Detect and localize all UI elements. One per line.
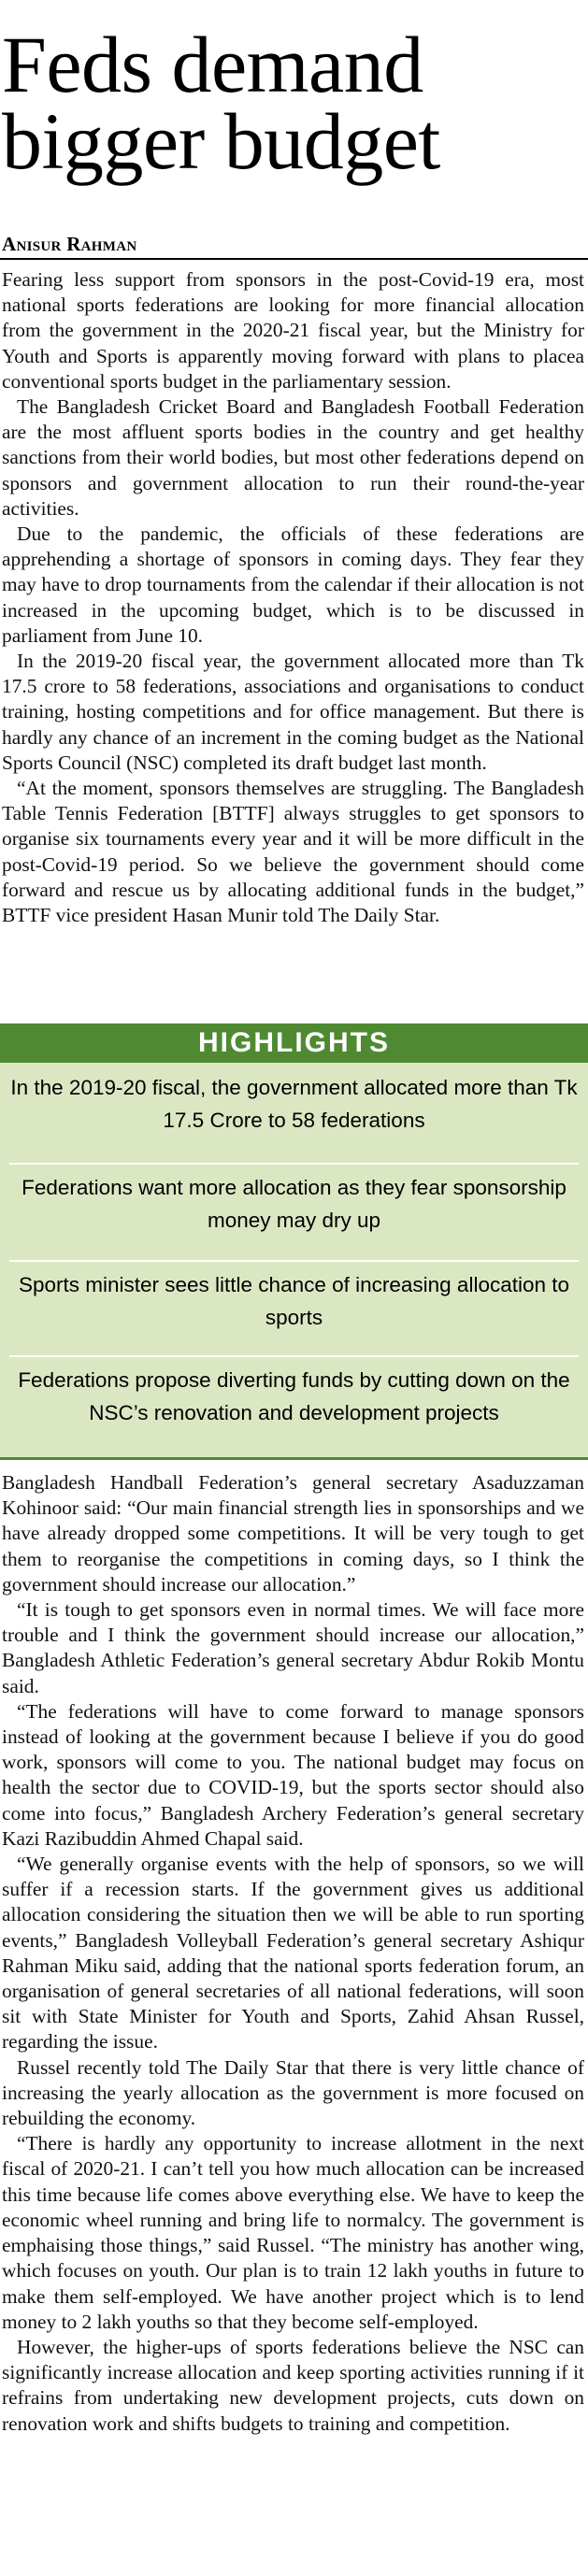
highlights-bottom-rule [0, 1457, 588, 1460]
highlight-item: Sports minister sees little chance of increasing allocation to sports [18, 1273, 570, 1329]
paragraph: “There is hardly any opportunity to increase allotment in the next fiscal of 2020-21. I can’t tell you how much allocation can be increased this time because life comes above everything else. We have to keep the economic wheel running and bring life to normalcy. The government is emphaising those things,” said Russel. “The ministry has another wing, which focuses on youth. Our plan is to train 12 lakh youths in future to make them self-employed. We have another project which is to lend money to 2 lakh youths so that they become self-employed. [2, 2132, 584, 2333]
article-body-part-1 [2, 267, 584, 928]
paragraph: Fearing less support from sponsors in the post-Covid-19 era, most national sports federations are looking for more financial allocation from the government in the 2020-21 fiscal year, but the Ministry for Youth and Sports is apparently moving forward with plans to placea conventional sports budget in the parliamentary session. [2, 268, 584, 393]
paragraph: “We generally organise events with the help of sponsors, so we will suffer if a recession starts. If the government gives us additional allocation considering the situation then we will be able to run sporting events,” Bangladesh Volleyball Federation’s general secretary Ashiqur Rahman Miku said, adding that the national sports federation forum, an organisation of general secretaries of all national federations, will soon sit with State Minister for Youth and Sports, Zahid Ahsan Russel, regarding the issue. [2, 1853, 584, 2054]
highlight-divider [9, 1260, 579, 1262]
paragraph: “At the moment, sponsors themselves are struggling. The Bangladesh Table Tennis Federation [BTTF] always struggles to get sponsors to organise six tournaments every year and it will be more difficult in the post-Covid-19 period. So we believe the government should come forward and rescue us by allocating additional funds in the budget,” BTTF vice president Hasan Munir told The Daily Star. [2, 777, 584, 927]
paragraph: Russel recently told The Daily Star that there is very little chance of increasing the yearly allocation as the government is more focused on rebuilding the economy. [2, 2055, 584, 2130]
paragraph: “It is tough to get sponsors even in normal times. We will face more trouble and I think the government should increase our allocation,” Bangladesh Athletic Federation’s general secretary Abdur Rokib Montu said. [2, 1598, 584, 1697]
paragraph: Due to the pandemic, the officials of these federations are apprehending a shortage of sponsors in coming days. They fear they may have to drop tournaments from the calendar if their allocation is not increased in the upcoming budget, which is to be discussed in parliament from June 10. [2, 522, 584, 647]
paragraph: In the 2019-20 fiscal year, the government allocated more than Tk 17.5 crore to 58 federations, associations and organisations to conduct training, hosting competitions and for office management. But there is hardly any chance of an increment in the coming budget as the National Sports Council (NSC) completed its draft budget last month. [2, 650, 584, 774]
highlight-item: Federations propose diverting funds by cutting down on the NSC’s renovation and development projects [18, 1368, 570, 1424]
highlight-item: Federations want more allocation as they fear sponsorship money may dry up [22, 1176, 566, 1232]
paragraph: Bangladesh Handball Federation’s general secretary Asaduzzaman Kohinoor said: “Our main financial strength lies in sponsorships and we have already dropped some competitions. It will be very tough to get them to reorganise the competitions in coming days, so I think the government should increase our allocation.” [2, 1471, 584, 1596]
byline: Anisur Rahman [2, 233, 137, 255]
headline-line-1: Feds demand [2, 20, 423, 109]
highlight-divider [9, 1163, 579, 1165]
highlight-divider [9, 1355, 579, 1357]
highlights-title: HIGHLIGHTS [198, 1027, 390, 1058]
article-body-part-2 [2, 1470, 584, 2437]
headline-line-2: bigger budget [2, 96, 440, 186]
highlight-item: In the 2019-20 fiscal, the government allocated more than Tk 17.5 Crore to 58 federations [10, 1076, 578, 1132]
paragraph: The Bangladesh Cricket Board and Bangladesh Football Federation are the most affluent sports bodies in the country and get healthy sanctions from their world bodies, but most other federations depend on sponsors and government allocation to run their round-the-year activities. [2, 395, 584, 520]
headline [2, 20, 586, 186]
paragraph: However, the higher-ups of sports federations believe the NSC can significantly increase allocation and keep sporting activities running if it refrains from undertaking new development projects, cuts down on renovation work and shifts budgets to training and competition. [2, 2335, 584, 2435]
paragraph: “The federations will have to come forward to manage sponsors instead of looking at the government because I believe if you do good work, sponsors will come to you. The national budget may focus on health the sector due to COVID-19, but the sports sector should also come into focus,” Bangladesh Archery Federation’s general secretary Kazi Razibuddin Ahmed Chapal said. [2, 1699, 584, 1850]
byline-rule [0, 258, 588, 260]
